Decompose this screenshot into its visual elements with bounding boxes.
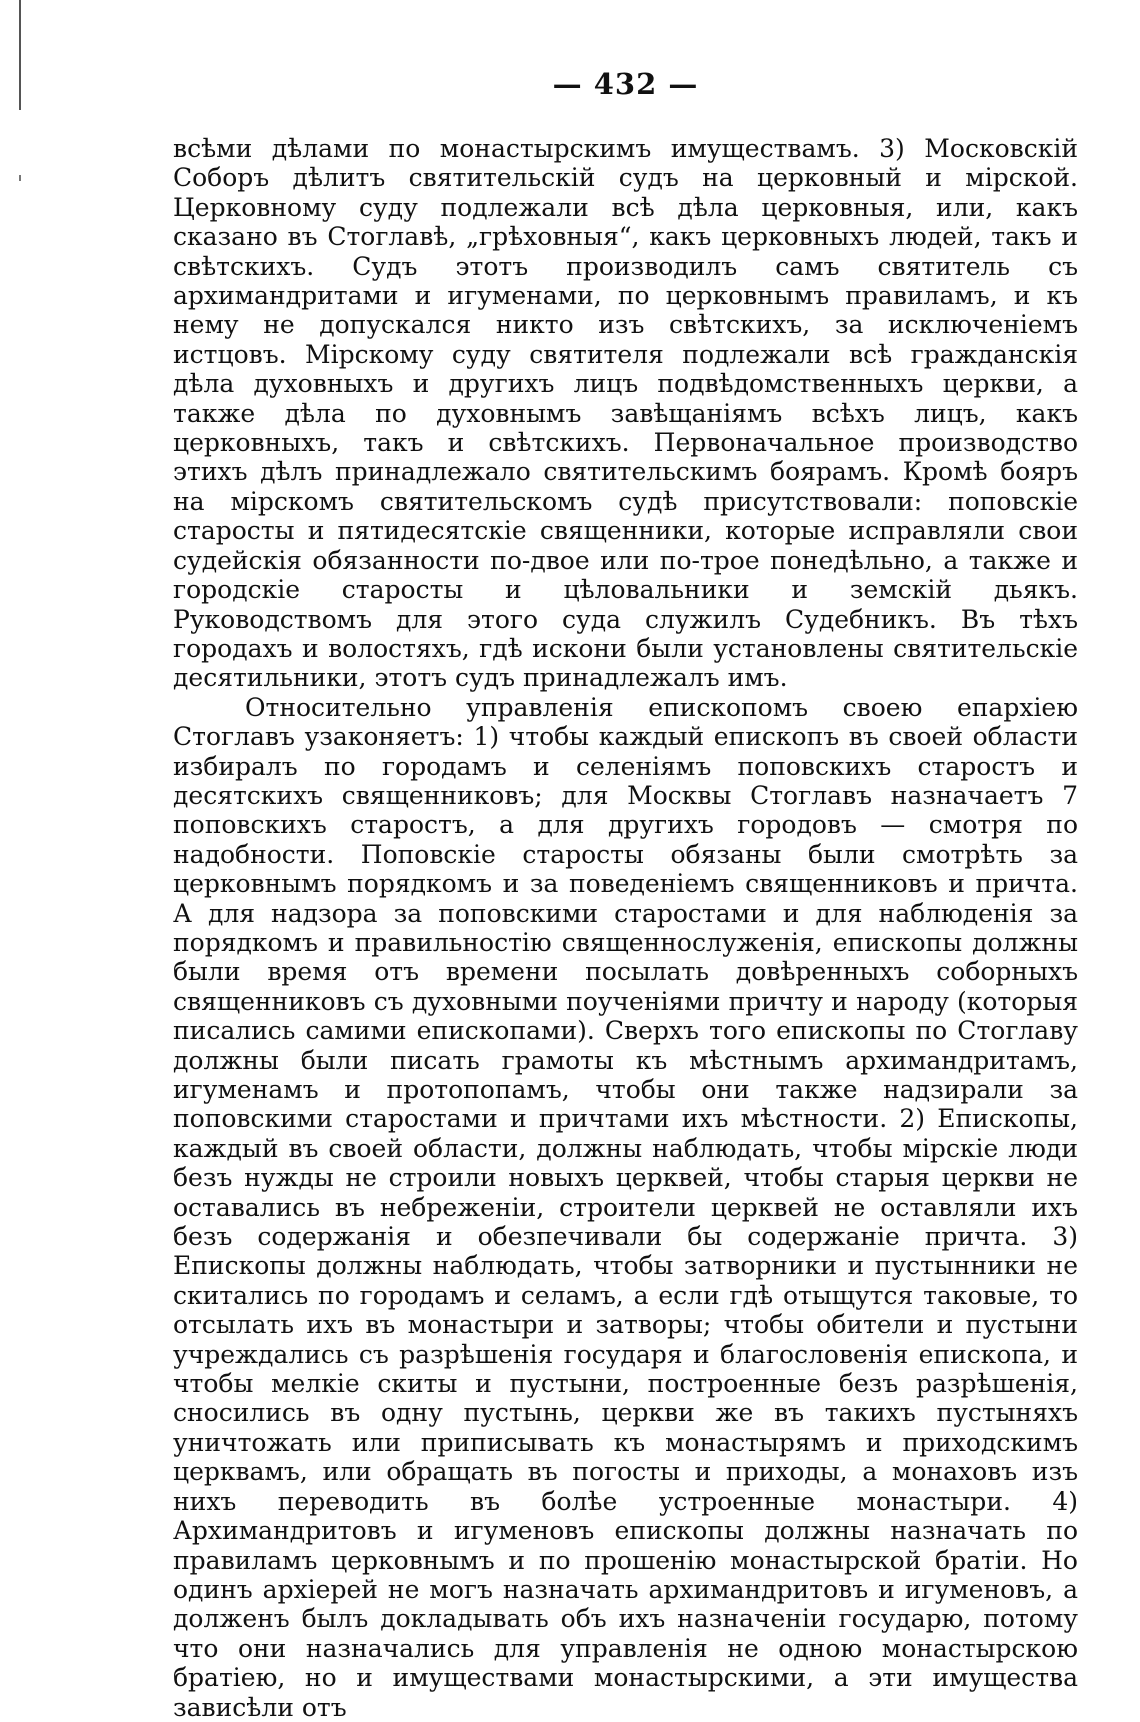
scan-edge-line [19, 0, 21, 110]
book-page [173, 58, 1078, 1722]
page-body [173, 134, 1078, 1722]
paragraph-2: Относительно управленія епископомъ своею епархіею Стоглавъ узаконяетъ: 1) чтобы каждый епископъ въ своей области избиралъ по городамъ и селеніямъ поповскихъ старостъ и десятскихъ священниковъ; для Москвы Стоглавъ назначаетъ 7 поповскихъ старостъ, а для другихъ городовъ — смотря по надобности. Поповскіе старосты обязаны были смотрѣть за церковнымъ порядкомъ и за поведеніемъ священниковъ и причта. А для надзора за поповскими старостами и для наблюденія за порядкомъ и правильностію священнослуженія, епископы должны были время отъ времени посылать довѣренныхъ соборныхъ священниковъ съ духовными поученіями причту и народу (которыя писались самими епископами). Сверхъ того епископы по Стоглаву должны были писать грамоты къ мѣстнымъ архимандритамъ, игуменамъ и протопопамъ, чтобы они также надзирали за поповскими старостами и причтами ихъ мѣстности. 2) Епископы, каждый въ своей области, должны наблюдать, чтобы мірскіе люди безъ нужды не строили новыхъ церквей, чтобы старыя церкви не оставались въ небреженіи, строители церквей не оставляли ихъ безъ содержанія и обезпечивали бы содержаніе причта. 3) Епископы должны наблюдать, чтобы затворники и пустынники не скитались по городамъ и селамъ, а если гдѣ отыщутся таковые, то отсылать ихъ въ монастыри и затворы; чтобы обители и пустыни учреждались съ разрѣшенія государя и благословенія епископа, и чтобы мелкіе скиты и пустыни, построенные безъ разрѣшенія, сносились въ одну пустынь, церкви же въ такихъ пустыняхъ уничтожать или приписывать къ монастырямъ и приходскимъ церквамъ, или обращать въ погосты и приходы, а монаховъ изъ нихъ переводить въ болѣе устроенные монастыри. 4) Архимандритовъ и игуменовъ епископы должны назначать по правиламъ церковнымъ и по прошенію монастырской братіи. Но одинъ архіерей не могъ назначать архимандритовъ и игуменовъ, а долженъ былъ докладывать объ ихъ назначеніи государю, потому что они назначались для управленія не одною монастырскою братіею, но и имуществами монастырскими, а эти имущества зависѣли отъ [173, 692, 1078, 1722]
scan-edge-mark [19, 175, 21, 181]
paragraph-1: всѣми дѣлами по монастырскимъ имуществамъ. 3) Московскій Соборъ дѣлитъ святительскій судъ на церковный и мірской. Церковному суду подлежали всѣ дѣла церковныя, или, какъ сказано въ Стоглавѣ, „грѣховныя“, какъ церковныхъ людей, такъ и свѣтскихъ. Судъ этотъ производилъ самъ святитель съ архимандритами и игуменами, по церковнымъ правиламъ, и къ нему не допускался никто изъ свѣтскихъ, за исключеніемъ истцовъ. Мірскому суду святителя подлежали всѣ гражданскія дѣла духовныхъ и другихъ лицъ подвѣдомственныхъ церкви, а также дѣла по духовнымъ завѣщаніямъ всѣхъ лицъ, какъ церковныхъ, такъ и свѣтскихъ. Первоначальное производство этихъ дѣлъ принадлежало святительскимъ боярамъ. Кромѣ бояръ на мірскомъ святительскомъ судѣ присутствовали: поповскіе старосты и пятидесятскіе священники, которые исправляли свои судейскія обязанности по-двое или по-трое понедѣльно, а также и городскіе старосты и цѣловальники и земскій дьякъ. Руководствомъ для этого суда служилъ Судебникъ. Въ тѣхъ городахъ и волостяхъ, гдѣ искони были установлены святительскіе десятильники, этотъ судъ принадлежалъ имъ. [173, 134, 1078, 693]
page-number: — 432 — [552, 67, 699, 101]
